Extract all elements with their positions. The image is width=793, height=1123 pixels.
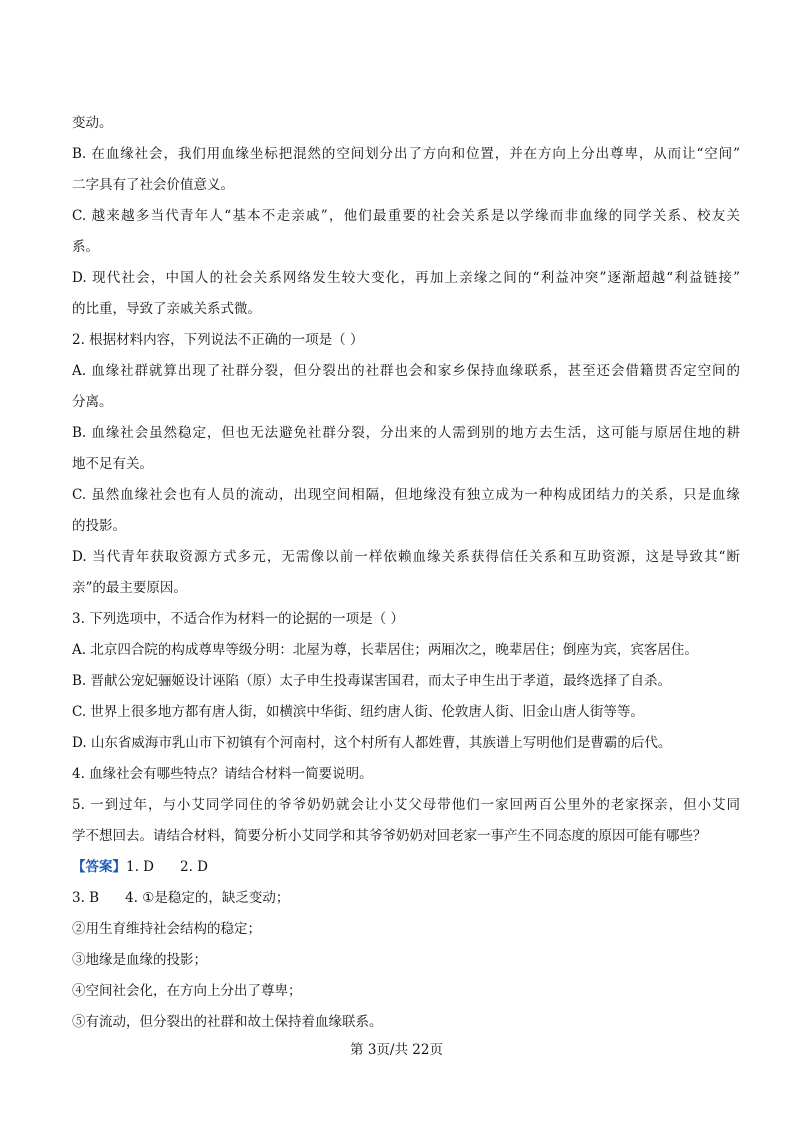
text-line: D. 现代社会，中国人的社会关系网络发生较大变化，再加上亲缘之间的“利益冲突”逐渐超越“利益链接” (72, 270, 740, 286)
option-c: C. 世界上很多地方都有唐人街，如横滨中华街、纽约唐人街、伦敦唐人街、旧金山唐人街等等。 (72, 704, 644, 720)
page-footer: 第 3页/共 22页 (350, 1042, 443, 1058)
answer-item: ③地缘是血缘的投影； (72, 952, 207, 968)
answer-item: ④空间社会化，在方向上分出了尊卑； (72, 983, 302, 999)
text-line: 地不足有关。 (72, 456, 153, 472)
text-line: 的比重，导致了亲戚关系式微。 (72, 301, 261, 317)
answer-item: ⑤有流动，但分裂出的社群和故土保持着血缘联系。 (72, 1014, 383, 1030)
option-a: A. 北京四合院的构成尊卑等级分明：北屋为尊，长辈居住；两厢次之，晚辈居住；倒座为宾，宾客居住。 (72, 642, 698, 658)
option-d: D. 山东省威海市乳山市下初镇有个河南村，这个村所有人都姓曹，其族谱上写明他们是曹霸的后代。 (72, 735, 672, 751)
question-3-stem: 3. 下列选项中，不适合作为材料一的论据的一项是（ ） (72, 611, 404, 627)
text-line: 变动。 (72, 115, 113, 131)
answer-item: ②用生育维持社会结构的稳定； (72, 921, 261, 937)
option-b: B. 晋献公宠妃骊姬设计诬陷（原）太子申生投毒谋害国君，而太子申生出于孝道，最终选择了自杀。 (72, 673, 672, 689)
text-line: B. 在血缘社会，我们用血缘坐标把混然的空间划分出了方向和位置，并在方向上分出尊卑，从而让“空间” (72, 146, 740, 162)
page-content (72, 108, 740, 1038)
text-line: 的投影。 (72, 518, 126, 534)
text-line: C. 越来越多当代青年人“基本不走亲戚”，他们最重要的社会关系是以学缘而非血缘的同学关系、校友关 (72, 208, 740, 224)
answer-q2: 2. D (180, 859, 208, 875)
answer-line (72, 852, 740, 883)
question-5: 5. 一到过年，与小艾同学同住的爷爷奶奶就会让小艾父母带他们一家回两百公里外的老家探亲，但小艾同 (72, 797, 740, 813)
text-line: B. 血缘社会虽然稳定，但也无法避免社群分裂，分出来的人需到别的地方去生活，这可能与原居住地的耕 (72, 425, 740, 441)
answer-q4: 4. ①是稳定的，缺乏变动； (125, 890, 290, 906)
text-line: 分离。 (72, 394, 113, 410)
text-line: C. 虽然血缘社会也有人员的流动，出现空间相隔，但地缘没有独立成为一种构成团结力的关系，只是血缘 (72, 487, 740, 503)
question-4: 4. 血缘社会有哪些特点？请结合材料一简要说明。 (72, 766, 373, 782)
answer-line (72, 883, 740, 914)
text-line: D. 当代青年获取资源方式多元，无需像以前一样依赖血缘关系获得信任关系和互助资源，这是导致其“断 (72, 549, 740, 565)
text-line: 亲”的最主要原因。 (72, 580, 187, 596)
text-line: 二字具有了社会价值意义。 (72, 177, 234, 193)
text-line: A. 血缘社群就算出现了社群分裂，但分裂出的社群也会和家乡保持血缘联系，甚至还会借籍贯否定空间的 (72, 363, 740, 379)
text-line: 系。 (72, 239, 99, 255)
answer-tag: 【答案】 (72, 859, 126, 875)
question-2-stem: 2. 根据材料内容，下列说法不正确的一项是（ ） (72, 332, 364, 348)
text-line: 学不想回去。请结合材料，简要分析小艾同学和其爷爷奶奶对回老家一事产生不同态度的原因可能有哪些？ (72, 828, 707, 844)
answer-q3: 3. B (72, 890, 100, 906)
answer-q1: 1. D (126, 859, 154, 875)
